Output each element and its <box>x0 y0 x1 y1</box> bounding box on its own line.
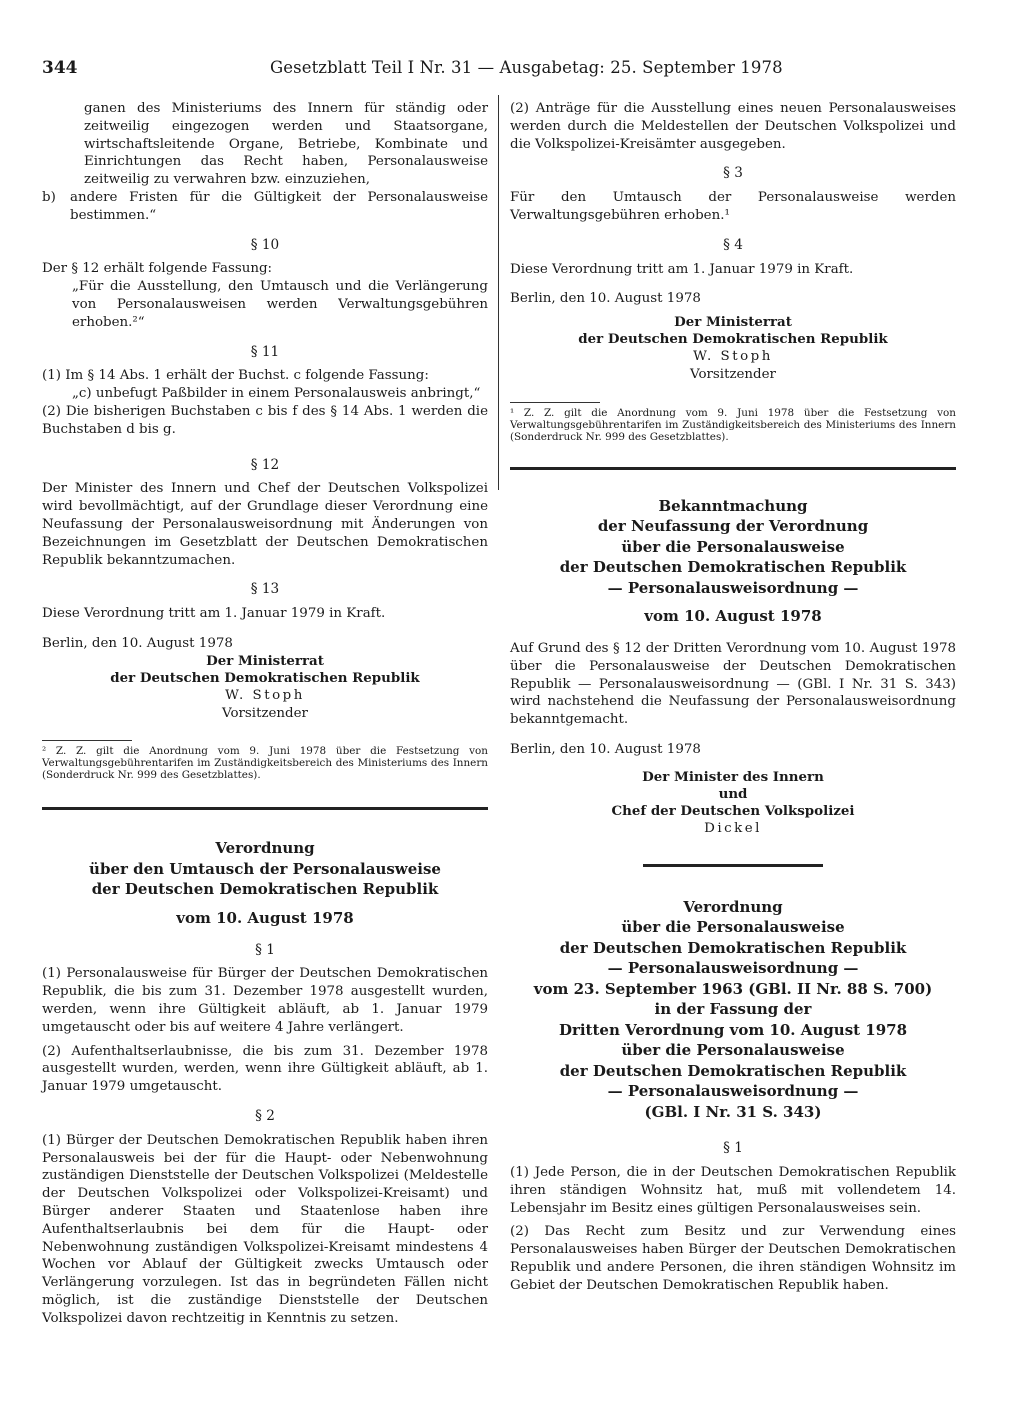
ordinance-title: der Deutschen Demokratischen Republik <box>559 938 907 957</box>
list-item-b <box>42 189 488 225</box>
page-number: 344 <box>42 58 78 78</box>
section-divider <box>643 864 823 867</box>
paragraph: Diese Verordnung tritt am 1. Januar 1979 in Kraft. <box>510 261 854 277</box>
ordinance-title: — Personalausweisordnung — <box>607 1082 859 1101</box>
footnote: ¹ Z. Z. gilt die Anordnung vom 9. Juni 1978 über die Festsetzung von Verwaltungsgebührentarifen im Zuständigkeitsbereich des Ministeriums des Innern (Sonderdruck Nr. 999 des Gesetzblattes). <box>510 406 956 443</box>
right-column <box>510 100 956 1295</box>
signature-organ: Chef der Deutschen Volkspolizei <box>611 802 855 819</box>
continued-paragraph: ganen des Ministeriums des Innern für ständig oder zeitweilig eingezogen werden und Staatsorgane, wirtschaftsleitende Organe, Betriebe, Kombinate und Einrichtungen das Recht haben, Personalausweise zeitweilig zu verwahren bzw. einzuziehen, <box>84 101 488 188</box>
signatory-role: Vorsitzender <box>690 366 776 382</box>
announcement-title: über die Personalausweise <box>621 537 845 556</box>
ordinance-title: der Deutschen Demokratischen Republik <box>559 1061 907 1080</box>
paragraph: (2) Aufenthaltserlaubnisse, die bis zum 31. Dezember 1978 ausgestellt wurden, werden, wenn ihre Gültigkeit abläuft, ab 1. Januar 1979 umgetauscht. <box>42 1043 488 1095</box>
list-label: b) <box>42 189 56 205</box>
section-heading: § 1 <box>723 1140 743 1157</box>
page-header <box>42 58 960 84</box>
ordinance-title: Dritten Verordnung vom 10. August 1978 <box>558 1020 908 1039</box>
ordinance-title: (GBl. I Nr. 31 S. 343) <box>644 1102 822 1121</box>
paragraph: Auf Grund des § 12 der Dritten Verordnung vom 10. August 1978 über die Personalausweise der Deutschen Demokratischen Republik — Personalausweisordnung — (GBl. I Nr. 31 S. 343) wird nachstehend die Neufassung der Personalausweisordnung bekanntgemacht. <box>510 641 956 728</box>
announcement-title: — Personalausweisordnung — <box>607 578 859 597</box>
section-heading: § 1 <box>255 941 275 958</box>
announcement-title: der Neufassung der Verordnung <box>597 517 869 536</box>
paragraph: (2) Das Recht zum Besitz und zur Verwendung eines Personalausweises haben Bürger der Deutschen Demokratischen Republik und andere Personen, die ihren ständigen Wohnsitz im Gebiet der Deutschen Demokratischen Republik haben. <box>510 1224 956 1293</box>
signatory-name: W. Stoph <box>693 349 773 365</box>
paragraph: (1) Personalausweise für Bürger der Deutschen Demokratischen Republik, die bis zum 31. Dezember 1978 ausgestellt wurden, werden, wenn ihre Gültigkeit abläuft, ab 1. Januar 1979 umgetauscht oder bis auf weitere 4 Jahre verlängert. <box>42 966 488 1035</box>
footnote-rule <box>510 402 600 403</box>
paragraph: Der Minister des Innern und Chef der Deutschen Volkspolizei wird bevollmächtigt, auf der Grundlage dieser Verordnung eine Neufassung der Personalausweisordnung mit Änderungen von Bezeichnungen im Gesetzblatt der Deutschen Demokratischen Republik bekanntzumachen. <box>42 481 488 568</box>
signature-place-date: Berlin, den 10. August 1978 <box>42 635 233 651</box>
section-heading: § 10 <box>250 236 280 253</box>
announcement-date: vom 10. August 1978 <box>644 607 822 626</box>
section-heading: § 4 <box>723 236 743 253</box>
paragraph: Für den Umtausch der Personalausweise werden Verwaltungsgebühren erhoben.¹ <box>510 190 956 223</box>
signature-organ: und <box>718 785 748 802</box>
ordinance-date: vom 10. August 1978 <box>176 908 354 927</box>
paragraph: Der § 12 erhält folgende Fassung: <box>42 261 273 277</box>
signature-place-date: Berlin, den 10. August 1978 <box>510 291 701 307</box>
ordinance-title: — Personalausweisordnung — <box>607 959 859 978</box>
column-divider <box>498 95 499 490</box>
ordinance-title: Verordnung <box>683 897 783 916</box>
signature-organ: Der Minister des Innern <box>642 768 824 785</box>
paragraph: Diese Verordnung tritt am 1. Januar 1979 in Kraft. <box>42 606 386 622</box>
paragraph: (1) Im § 14 Abs. 1 erhält der Buchst. c folgende Fassung: <box>42 368 429 384</box>
section-heading: § 13 <box>250 581 280 598</box>
ordinance-title: über die Personalausweise <box>621 1041 845 1060</box>
footnote-rule <box>42 740 132 741</box>
announcement-title: der Deutschen Demokratischen Republik <box>559 558 907 577</box>
signatory-name: W. Stoph <box>225 687 305 703</box>
list-text: andere Fristen für die Gültigkeit der Personalausweise bestimmen.“ <box>70 189 488 223</box>
signature-place-date: Berlin, den 10. August 1978 <box>510 742 701 758</box>
quoted-paragraph: „c) unbefugt Paßbilder in einem Personalausweis anbringt,“ <box>72 386 481 402</box>
signatory-name: Dickel <box>704 820 762 836</box>
ordinance-title: über den Umtausch der Personalausweise <box>89 859 441 878</box>
ordinance-title: in der Fassung der <box>654 1000 812 1019</box>
signature-organ: der Deutschen Demokratischen Republik <box>110 669 420 686</box>
quoted-paragraph: „Für die Ausstellung, den Umtausch und die Verlängerung von Personalausweisen werden Verwaltungsgebühren erhoben.²“ <box>72 279 488 330</box>
ordinance-title: über die Personalausweise <box>621 918 845 937</box>
section-heading: § 2 <box>255 1107 275 1124</box>
section-heading: § 12 <box>250 456 280 473</box>
running-title: Gesetzblatt Teil I Nr. 31 — Ausgabetag: 25. September 1978 <box>270 58 783 77</box>
paragraph: (2) Die bisherigen Buchstaben c bis f des § 14 Abs. 1 werden die Buchstaben d bis g. <box>42 403 488 437</box>
paragraph: (1) Bürger der Deutschen Demokratischen Republik haben ihren Personalausweis bei der für die Haupt- oder Nebenwohnung zuständigen Dienststelle der Deutschen Volkspolizei (Meldestelle der Deutschen Volkspolizei oder Volkspolizei-Kreisamt) und Bürger anderer Staaten und Staatenlose haben ihre Aufenthaltserlaubnis bei dem für die Haupt- oder Nebenwohnung zuständigen Volkspolizei-Kreisamt mindestens 4 Wochen vor Ablauf der Gültigkeit zwecks Umtausch oder Verlängerung vorzulegen. Ist das in begründeten Fällen nicht möglich, ist die zuständige Dienststelle der Deutschen Volkspolizei davon rechtzeitig in Kenntnis zu setzen. <box>42 1132 488 1326</box>
section-heading: § 11 <box>250 343 280 360</box>
section-divider <box>510 467 956 470</box>
footnote: ² Z. Z. gilt die Anordnung vom 9. Juni 1978 über die Festsetzung von Verwaltungsgebührentarifen im Zuständigkeitsbereich des Ministeriums des Innern (Sonderdruck Nr. 999 des Gesetzblattes). <box>42 745 488 782</box>
signature-organ: Der Ministerrat <box>206 652 324 669</box>
ordinance-title: der Deutschen Demokratischen Republik <box>91 880 439 899</box>
ordinance-title: vom 23. September 1963 (GBl. II Nr. 88 S. 700) <box>533 979 933 998</box>
paragraph: (1) Jede Person, die in der Deutschen Demokratischen Republik ihren ständigen Wohnsitz hat, muß mit vollendetem 14. Lebensjahr im Besitz eines gültigen Personalausweises sein. <box>510 1164 956 1216</box>
section-heading: § 3 <box>723 165 743 182</box>
left-column <box>42 100 488 1328</box>
signature-organ: Der Ministerrat <box>674 314 792 331</box>
paragraph: (2) Anträge für die Ausstellung eines neuen Personalausweises werden durch die Meldestellen der Deutschen Volkspolizei und die Volkspolizei-Kreisämter ausgegeben. <box>510 101 956 152</box>
signature-organ: der Deutschen Demokratischen Republik <box>578 331 888 348</box>
section-divider <box>42 807 488 810</box>
signatory-role: Vorsitzender <box>222 705 308 721</box>
announcement-title: Bekanntmachung <box>658 496 808 515</box>
ordinance-title: Verordnung <box>215 839 315 858</box>
